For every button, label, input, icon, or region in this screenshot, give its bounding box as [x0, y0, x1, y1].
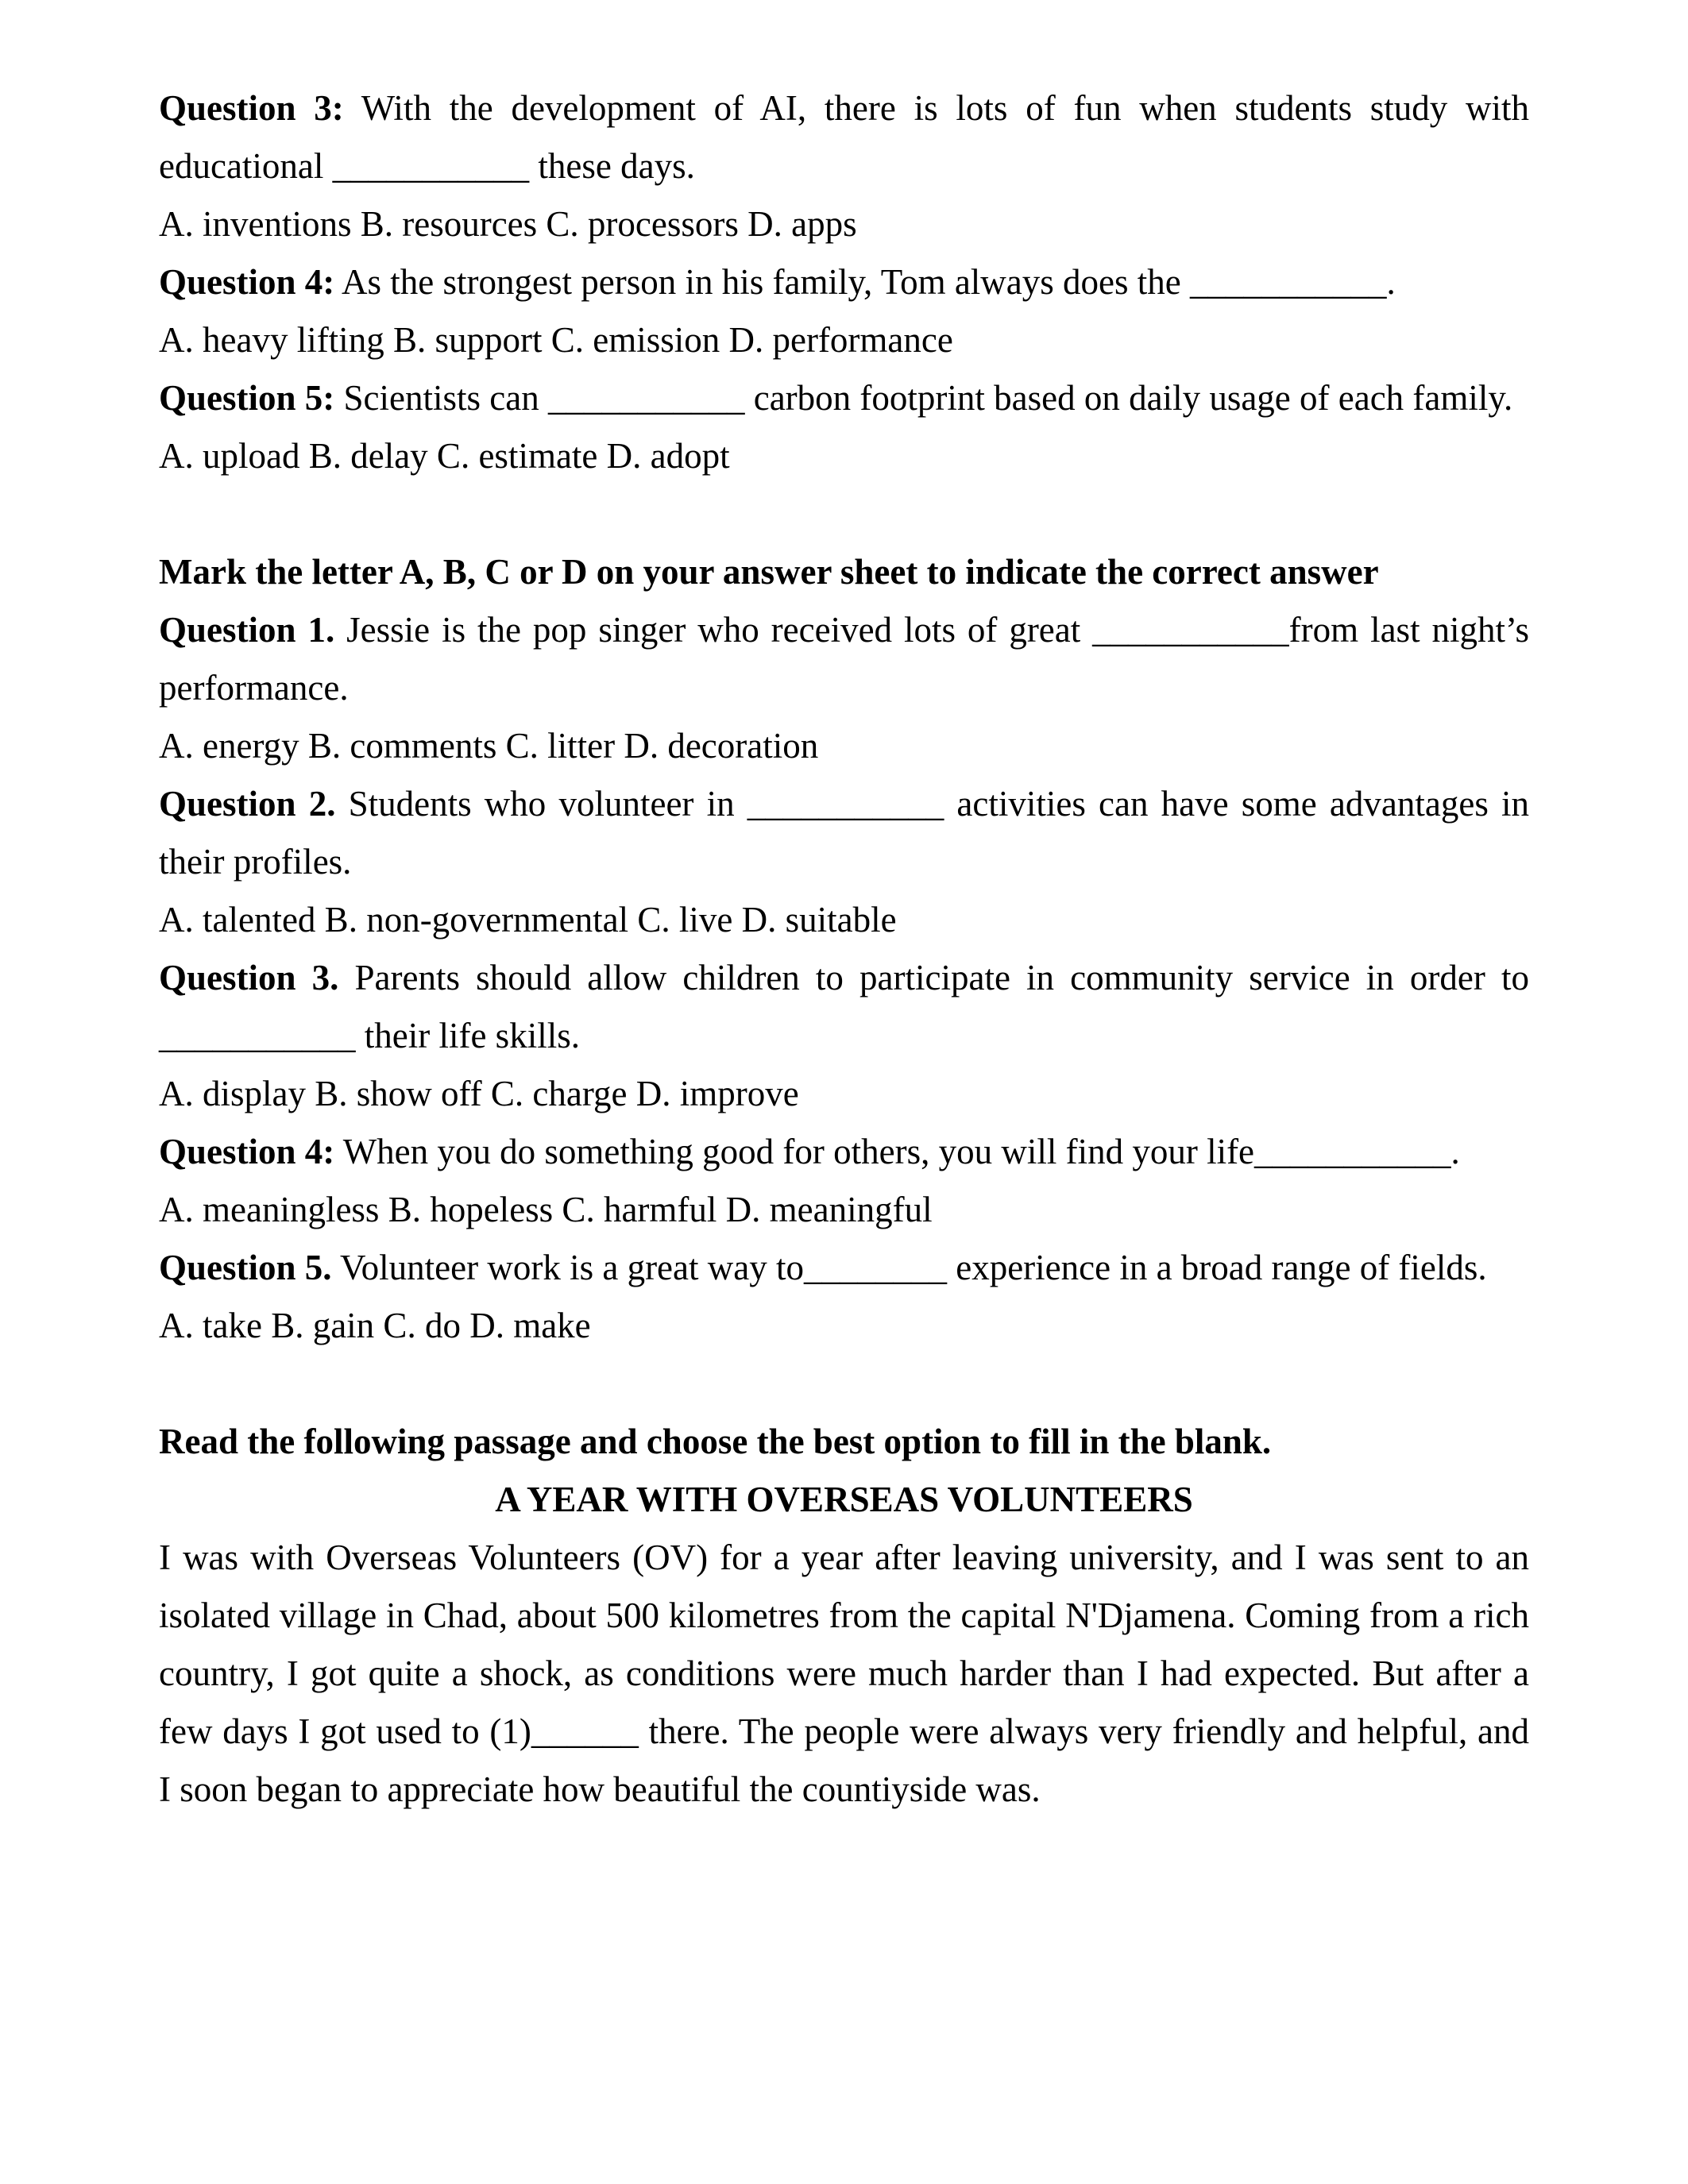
- question-label: Question 2.: [159, 784, 336, 824]
- question-text: Parents should allow children to participate in community service in order to ___________ their life skills.: [159, 958, 1529, 1055]
- question: [159, 253, 1529, 311]
- question: [159, 79, 1529, 195]
- question: [159, 1123, 1529, 1181]
- options-line: A. upload B. delay C. estimate D. adopt: [159, 436, 730, 476]
- passage-title: A YEAR WITH OVERSEAS VOLUNTEERS: [495, 1480, 1193, 1519]
- question: [159, 775, 1529, 891]
- question-label: Question 3.: [159, 958, 339, 997]
- options-line: A. inventions B. resources C. processors D. apps: [159, 204, 857, 244]
- question-label: Question 1.: [159, 610, 335, 650]
- blank-line: [159, 1355, 1529, 1413]
- question-label: Question 5:: [159, 378, 335, 418]
- question-label: Question 4:: [159, 1132, 335, 1171]
- question-text: Volunteer work is a great way to________ experience in a broad range of fields.: [339, 1248, 1487, 1287]
- question-label: Question 5.: [159, 1248, 332, 1287]
- section-heading: Read the following passage and choose the best option to fill in the blank.: [159, 1422, 1272, 1461]
- passage-paragraph: I was with Overseas Volunteers (OV) for a year after leaving university, and I was sent to an isolated village in Chad, about 500 kilometres from the capital N'Djamena. Coming from a rich country, I got quite a shock, as conditions were much harder than I had expected. But after a few days I got used to (1)______ there. The people were always very friendly and helpful, and I soon began to appreciate how beautiful the countiyside was.: [159, 1538, 1529, 1809]
- section-heading: Mark the letter A, B, C or D on your answer sheet to indicate the correct answer: [159, 552, 1379, 592]
- question-text: As the strongest person in his family, Tom always does the ___________.: [342, 262, 1396, 302]
- options-line: A. take B. gain C. do D. make: [159, 1306, 591, 1345]
- options-line: A. heavy lifting B. support C. emission D. performance: [159, 320, 953, 360]
- question: [159, 369, 1529, 427]
- options-line: A. talented B. non-governmental C. live D. suitable: [159, 900, 897, 940]
- blank-line: [159, 485, 1529, 543]
- question-text: Scientists can ___________ carbon footprint based on daily usage of each family.: [343, 378, 1513, 418]
- options-line: A. energy B. comments C. litter D. decoration: [159, 726, 819, 766]
- question-text: When you do something good for others, you will find your life___________.: [342, 1132, 1460, 1171]
- question-label: Question 3:: [159, 88, 344, 128]
- question-text: Students who volunteer in ___________ activities can have some advantages in their profiles.: [159, 784, 1530, 882]
- question-text: With the development of AI, there is lots of fun when students study with educational ___________ these days.: [159, 88, 1530, 186]
- question: [159, 1239, 1529, 1297]
- question: [159, 601, 1529, 717]
- question-label: Question 4:: [159, 262, 335, 302]
- question: [159, 949, 1529, 1065]
- question-text: Jessie is the pop singer who received lots of great ___________from last night’s performance.: [159, 610, 1530, 708]
- options-line: A. display B. show off C. charge D. improve: [159, 1074, 799, 1113]
- options-line: A. meaningless B. hopeless C. harmful D. meaningful: [159, 1190, 933, 1229]
